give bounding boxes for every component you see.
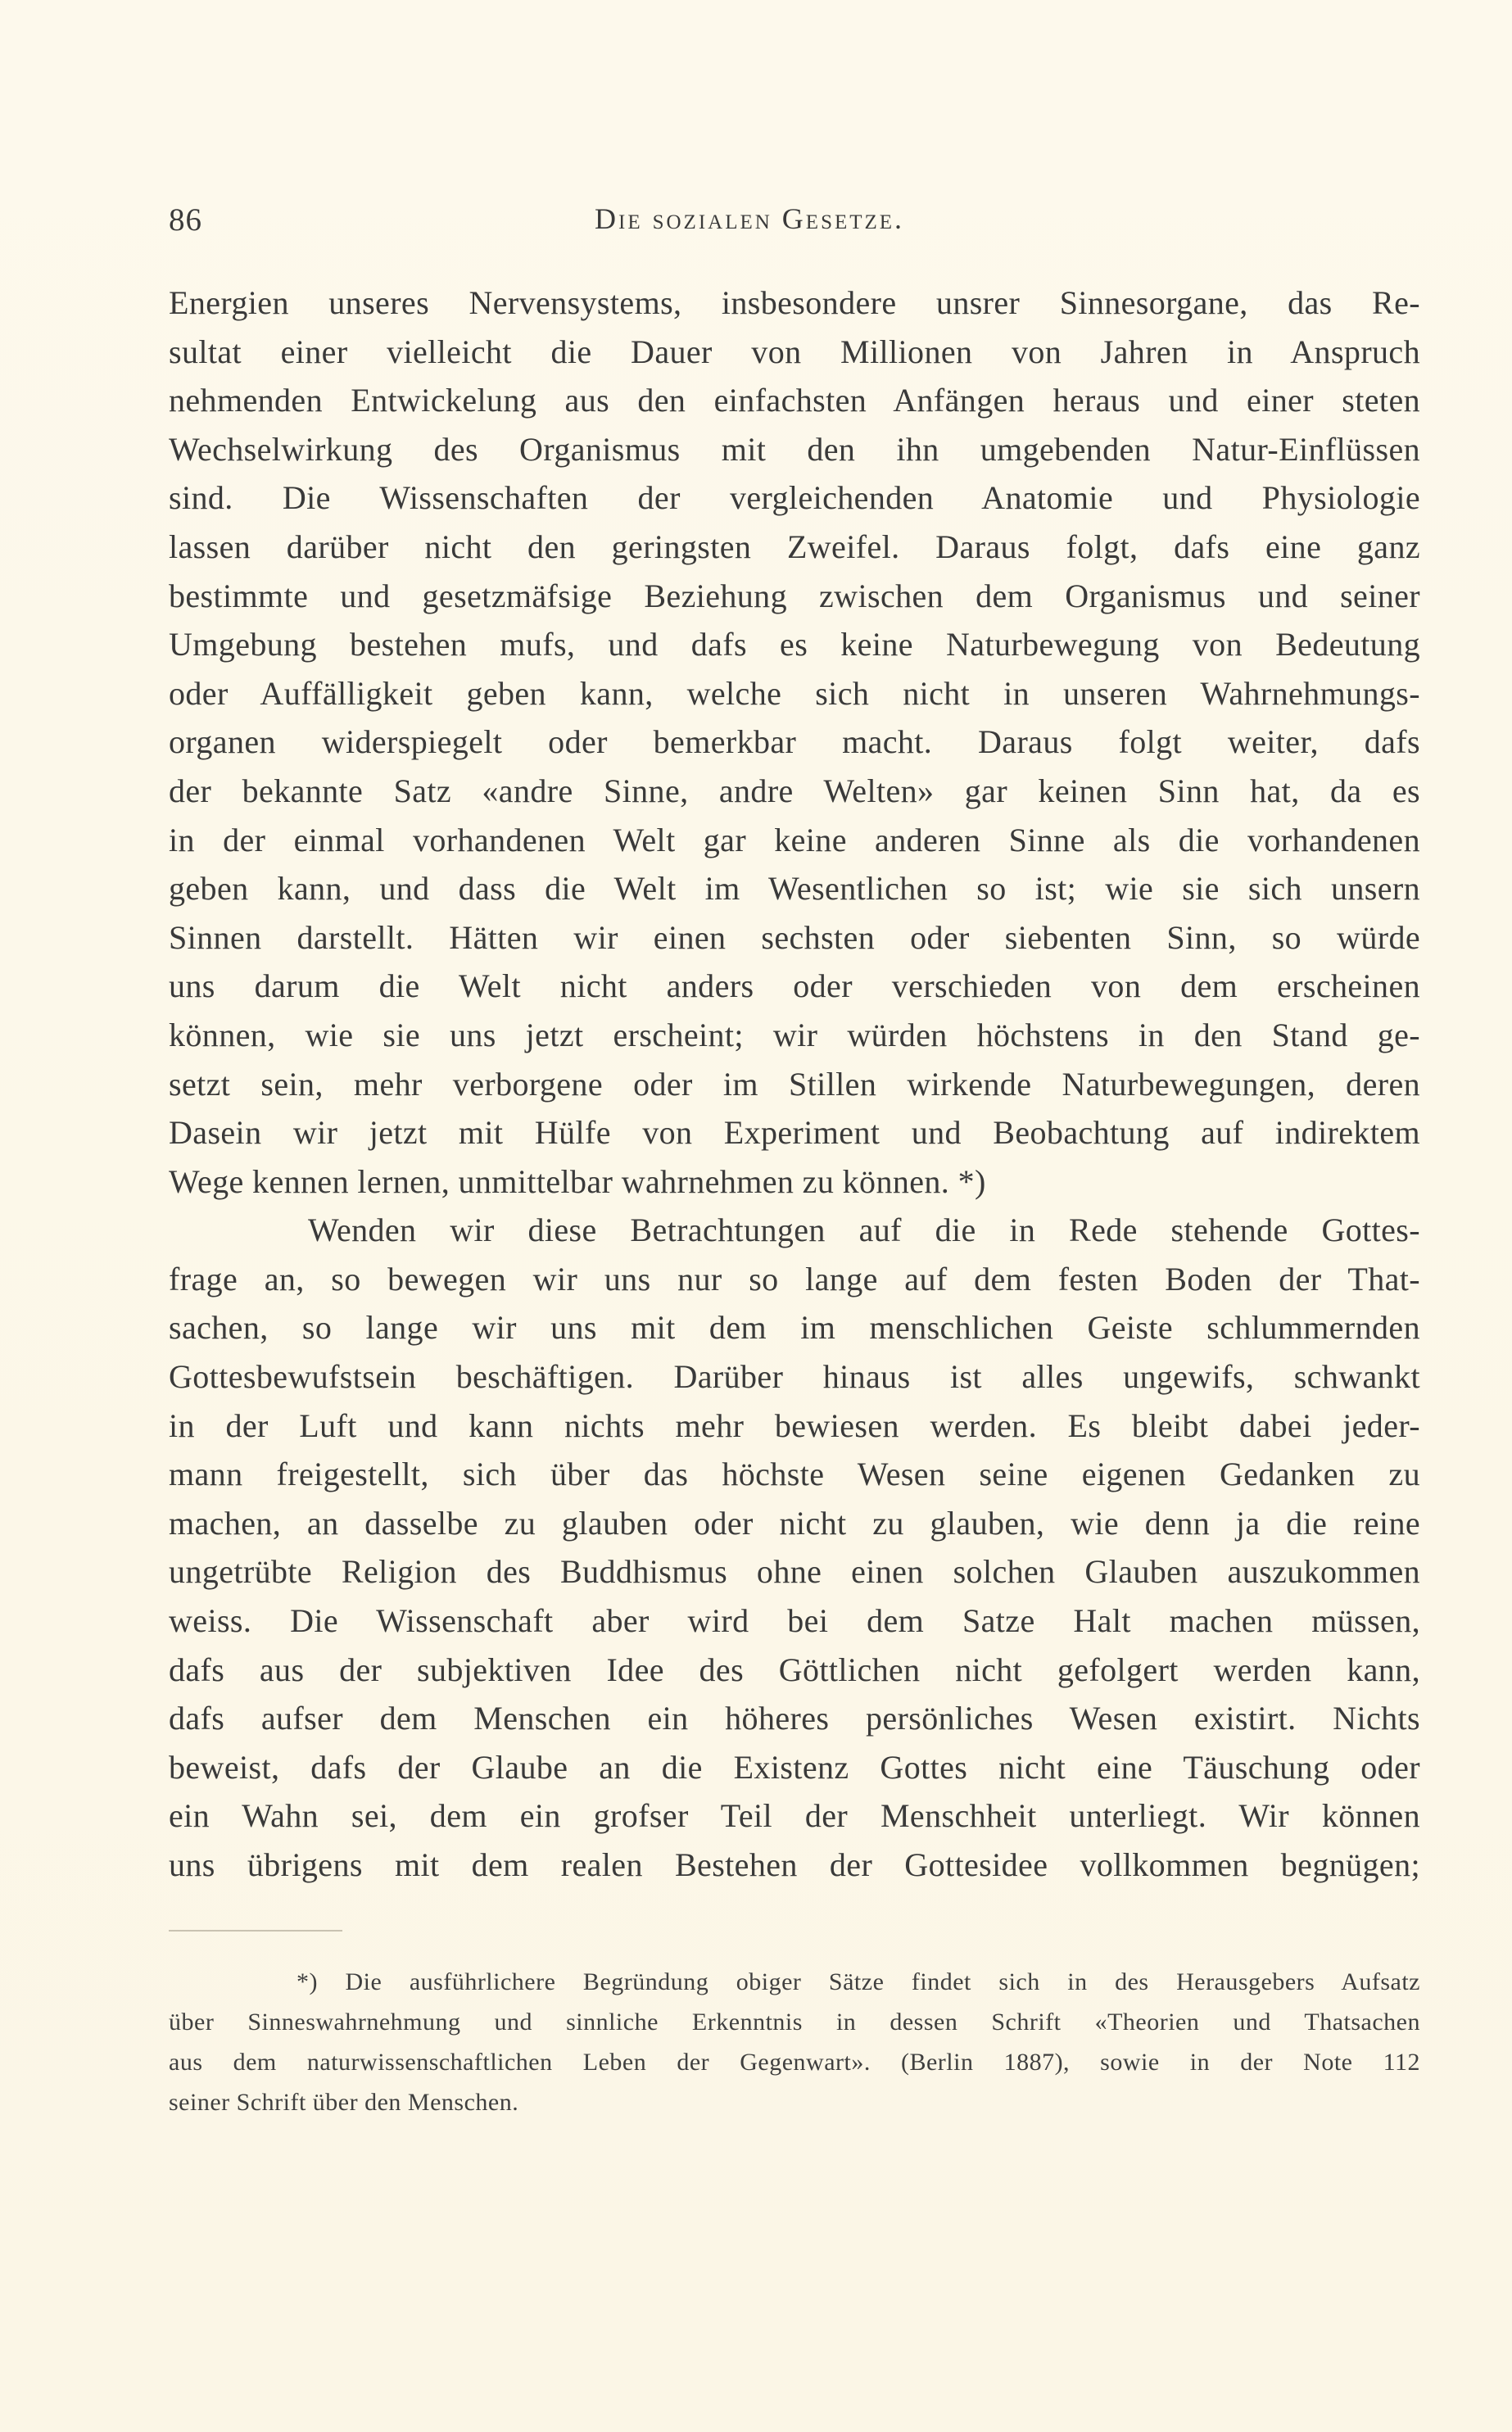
footnote-line: *) Die ausführlichere Begründung obiger Sätze findet sich in des Herausgebers Aufsatz xyxy=(297,1968,1420,1995)
text-line: sachen, so lange wir uns mit dem im menschlichen Geiste schlummernden xyxy=(169,1309,1420,1347)
text-line: setzt sein, mehr verborgene oder im Stillen wirkende Naturbewegungen, deren xyxy=(169,1065,1420,1103)
text-line: organen widerspiegelt oder bemerkbar macht. Daraus folgt weiter, dafs xyxy=(169,723,1420,761)
text-line: mann freigestellt, sich über das höchste Wesen seine eigenen Gedanken zu xyxy=(169,1456,1420,1493)
text-line: Wenden wir diese Betrachtungen auf die in Rede stehende Gottes- xyxy=(308,1211,1420,1249)
text-line: oder Auffälligkeit geben kann, welche sich nicht in unseren Wahrnehmungs- xyxy=(169,674,1420,712)
text-line: uns übrigens mit dem realen Bestehen der Gottesidee vollkommen begnügen; xyxy=(169,1846,1420,1883)
text-line: dafs aufser dem Menschen ein höheres persönliches Wesen existirt. Nichts xyxy=(169,1700,1420,1737)
footnote xyxy=(169,1962,1420,2122)
text-line: können, wie sie uns jetzt erscheint; wir würden höchstens in den Stand ge- xyxy=(169,1016,1420,1053)
text-line: Sinnen darstellt. Hätten wir einen sechsten oder siebenten Sinn, so würde xyxy=(169,918,1420,956)
body-text xyxy=(169,279,1420,1890)
text-line: in der einmal vorhandenen Welt gar keine anderen Sinne als die vorhandenen xyxy=(169,821,1420,858)
running-head: Die sozialen Gesetze. xyxy=(595,202,905,235)
text-line: sultat einer vielleicht die Dauer von Millionen von Jahren in Anspruch xyxy=(169,333,1420,370)
text-line: frage an, so bewegen wir uns nur so lange auf dem festen Boden der That- xyxy=(169,1260,1420,1298)
footnote-divider xyxy=(169,1930,342,1932)
text-line: ungetrübte Religion des Buddhismus ohne einen solchen Glauben auszukommen xyxy=(169,1553,1420,1591)
page-number: 86 xyxy=(169,202,202,238)
text-line: sind. Die Wissenschaften der vergleichenden Anatomie und Physiologie xyxy=(169,479,1420,517)
text-line: ein Wahn sei, dem ein grofser Teil der Menschheit unterliegt. Wir können xyxy=(169,1797,1420,1835)
text-line: bestimmte und gesetzmäfsige Beziehung zwischen dem Organismus und seiner xyxy=(169,577,1420,614)
text-line: machen, an dasselbe zu glauben oder nicht zu glauben, wie denn ja die reine xyxy=(169,1504,1420,1542)
text-line: beweist, dafs der Glaube an die Existenz Gottes nicht eine Täuschung oder xyxy=(169,1748,1420,1786)
text-line: Energien unseres Nervensystems, insbesondere unsrer Sinnesorgane, das Re- xyxy=(169,284,1420,321)
footnote-line: über Sinneswahrnehmung und sinnliche Erkenntnis in dessen Schrift «Theorien und Thatsachen xyxy=(169,2009,1420,2036)
text-line: Wechselwirkung des Organismus mit den ihn umgebenden Natur-Einflüssen xyxy=(169,430,1420,468)
footnote-line: aus dem naturwissenschaftlichen Leben der Gegenwart». (Berlin 1887), sowie in der Note 112 xyxy=(169,2049,1420,2076)
footnote-line: seiner Schrift über den Menschen. xyxy=(169,2089,519,2116)
text-line: Dasein wir jetzt mit Hülfe von Experiment und Beobachtung auf indirektem xyxy=(169,1114,1420,1152)
text-line: weiss. Die Wissenschaft aber wird bei dem Satze Halt machen müssen, xyxy=(169,1602,1420,1640)
text-line: lassen darüber nicht den geringsten Zweifel. Daraus folgt, dafs eine ganz xyxy=(169,528,1420,565)
text-line: uns darum die Welt nicht anders oder verschieden von dem erscheinen xyxy=(169,967,1420,1005)
text-line: nehmenden Entwickelung aus den einfachsten Anfängen heraus und einer steten xyxy=(169,382,1420,419)
text-line: geben kann, und dass die Welt im Wesentlichen so ist; wie sie sich unsern xyxy=(169,870,1420,908)
text-line: in der Luft und kann nichts mehr bewiesen werden. Es bleibt dabei jeder- xyxy=(169,1406,1420,1444)
text-line: Wege kennen lernen, unmittelbar wahrnehmen zu können. *) xyxy=(169,1162,986,1200)
text-line: Gottesbewufstsein beschäftigen. Darüber hinaus ist alles ungewifs, schwankt xyxy=(169,1358,1420,1396)
text-line: der bekannte Satz «andre Sinne, andre Welten» gar keinen Sinn hat, da es xyxy=(169,772,1420,809)
page-header xyxy=(169,202,1343,244)
text-line: dafs aus der subjektiven Idee des Göttlichen nicht gefolgert werden kann, xyxy=(169,1651,1420,1688)
text-line: Umgebung bestehen mufs, und dafs es keine Naturbewegung von Bedeutung xyxy=(169,626,1420,663)
